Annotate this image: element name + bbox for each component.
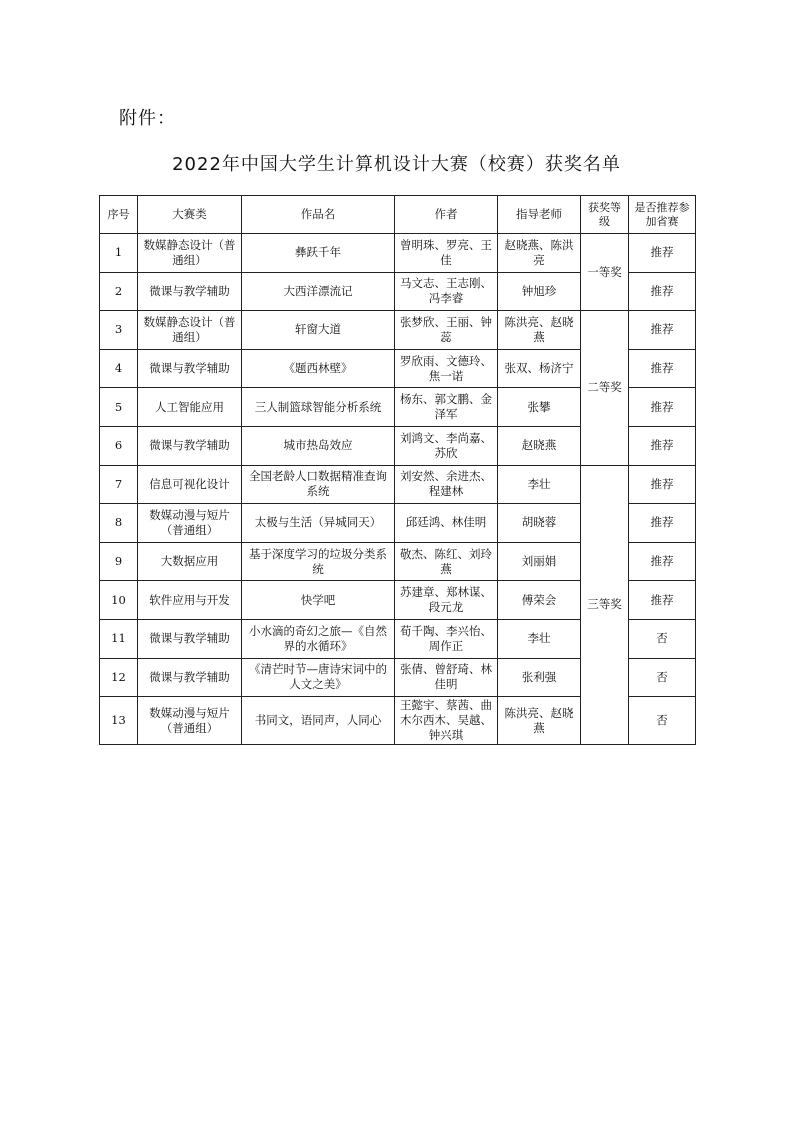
cell-category: 微课与教学辅助 <box>138 658 242 697</box>
cell-no: 12 <box>100 658 138 697</box>
cell-no: 6 <box>100 426 138 465</box>
attachment-label: 附件： <box>119 108 176 129</box>
cell-teacher: 刘丽娟 <box>498 542 581 581</box>
cell-category: 数媒静态设计（普通组） <box>138 311 242 350</box>
header-teacher: 指导老师 <box>498 196 581 234</box>
header-award: 获奖等级 <box>581 196 629 234</box>
cell-recommend: 否 <box>629 619 696 658</box>
cell-authors: 张倩、曾舒琦、林佳明 <box>395 658 498 697</box>
award-list-table <box>99 195 696 745</box>
cell-no: 8 <box>100 504 138 543</box>
cell-teacher: 李壮 <box>498 465 581 504</box>
table-row <box>100 311 696 350</box>
table-row <box>100 234 696 273</box>
cell-recommend: 推荐 <box>629 234 696 273</box>
header-work: 作品名 <box>242 196 395 234</box>
cell-recommend: 否 <box>629 697 696 745</box>
cell-recommend: 推荐 <box>629 388 696 427</box>
cell-teacher: 钟旭珍 <box>498 272 581 311</box>
table-header-row <box>100 196 696 234</box>
cell-category: 数媒动漫与短片（普通组） <box>138 697 242 745</box>
cell-no: 7 <box>100 465 138 504</box>
cell-teacher: 陈洪亮、赵晓燕 <box>498 697 581 745</box>
cell-category: 微课与教学辅助 <box>138 426 242 465</box>
cell-category: 软件应用与开发 <box>138 581 242 620</box>
cell-no: 10 <box>100 581 138 620</box>
cell-work: 快学吧 <box>242 581 395 620</box>
cell-authors: 苏建章、郑林谋、段元龙 <box>395 581 498 620</box>
cell-work: 《题西林壁》 <box>242 349 395 388</box>
cell-teacher: 张利强 <box>498 658 581 697</box>
cell-work: 彝跃千年 <box>242 234 395 273</box>
cell-award-first: 一等奖 <box>581 234 629 311</box>
cell-authors: 邱廷鸿、林佳明 <box>395 504 498 543</box>
header-category: 大赛类 <box>138 196 242 234</box>
cell-category: 微课与教学辅助 <box>138 619 242 658</box>
cell-authors: 马文志、王志刚、冯李睿 <box>395 272 498 311</box>
cell-work: 基于深度学习的垃圾分类系统 <box>242 542 395 581</box>
cell-teacher: 张双、杨济宁 <box>498 349 581 388</box>
cell-no: 3 <box>100 311 138 350</box>
cell-category: 数媒动漫与短片（普通组） <box>138 504 242 543</box>
cell-authors: 刘鸿文、李尚嘉、苏欣 <box>395 426 498 465</box>
cell-teacher: 胡晓蓉 <box>498 504 581 543</box>
cell-authors: 敬杰、陈红、刘玲燕 <box>395 542 498 581</box>
cell-work: 小水滴的奇幻之旅—《自然界的水循环》 <box>242 619 395 658</box>
cell-work: 《清芒时节—唐诗宋词中的人文之美》 <box>242 658 395 697</box>
cell-recommend: 推荐 <box>629 581 696 620</box>
header-no: 序号 <box>100 196 138 234</box>
header-recommend: 是否推荐参加省赛 <box>629 196 696 234</box>
cell-teacher: 傅荣会 <box>498 581 581 620</box>
cell-no: 1 <box>100 234 138 273</box>
cell-award-second: 二等奖 <box>581 311 629 465</box>
cell-no: 13 <box>100 697 138 745</box>
cell-work: 轩窗大道 <box>242 311 395 350</box>
cell-authors: 曾明珠、罗亮、王佳 <box>395 234 498 273</box>
cell-no: 2 <box>100 272 138 311</box>
cell-category: 微课与教学辅助 <box>138 272 242 311</box>
header-authors: 作者 <box>395 196 498 234</box>
cell-category: 数媒静态设计（普通组） <box>138 234 242 273</box>
cell-work: 全国老龄人口数据精准查询系统 <box>242 465 395 504</box>
cell-no: 4 <box>100 349 138 388</box>
cell-teacher: 赵晓燕、陈洪亮 <box>498 234 581 273</box>
cell-authors: 刘安然、余进杰、程建林 <box>395 465 498 504</box>
cell-no: 11 <box>100 619 138 658</box>
cell-recommend: 推荐 <box>629 311 696 350</box>
cell-recommend: 推荐 <box>629 272 696 311</box>
cell-authors: 杨东、郭文鹏、金泽军 <box>395 388 498 427</box>
cell-award-third: 三等奖 <box>581 465 629 745</box>
cell-teacher: 李壮 <box>498 619 581 658</box>
cell-work: 书同文，语同声，人同心 <box>242 697 395 745</box>
cell-authors: 罗欣雨、文德玲、焦一诺 <box>395 349 498 388</box>
cell-work: 城市热岛效应 <box>242 426 395 465</box>
cell-category: 大数据应用 <box>138 542 242 581</box>
cell-authors: 张梦欣、王丽、钟蕊 <box>395 311 498 350</box>
table-row <box>100 465 696 504</box>
cell-no: 5 <box>100 388 138 427</box>
cell-recommend: 否 <box>629 658 696 697</box>
cell-recommend: 推荐 <box>629 465 696 504</box>
cell-recommend: 推荐 <box>629 349 696 388</box>
cell-category: 微课与教学辅助 <box>138 349 242 388</box>
cell-recommend: 推荐 <box>629 426 696 465</box>
cell-authors: 王懿宇、蔡茜、曲木尔西木、吴越、钟兴琪 <box>395 697 498 745</box>
cell-recommend: 推荐 <box>629 542 696 581</box>
cell-authors: 荀千陶、李兴怡、周作正 <box>395 619 498 658</box>
page-title: 2022年中国大学生计算机设计大赛（校赛）获奖名单 <box>172 154 621 175</box>
cell-work: 三人制篮球智能分析系统 <box>242 388 395 427</box>
cell-category: 人工智能应用 <box>138 388 242 427</box>
cell-work: 太极与生活（异城同天） <box>242 504 395 543</box>
cell-category: 信息可视化设计 <box>138 465 242 504</box>
cell-teacher: 陈洪亮、赵晓燕 <box>498 311 581 350</box>
cell-teacher: 赵晓燕 <box>498 426 581 465</box>
cell-no: 9 <box>100 542 138 581</box>
cell-teacher: 张攀 <box>498 388 581 427</box>
cell-work: 大西洋漂流记 <box>242 272 395 311</box>
cell-recommend: 推荐 <box>629 504 696 543</box>
